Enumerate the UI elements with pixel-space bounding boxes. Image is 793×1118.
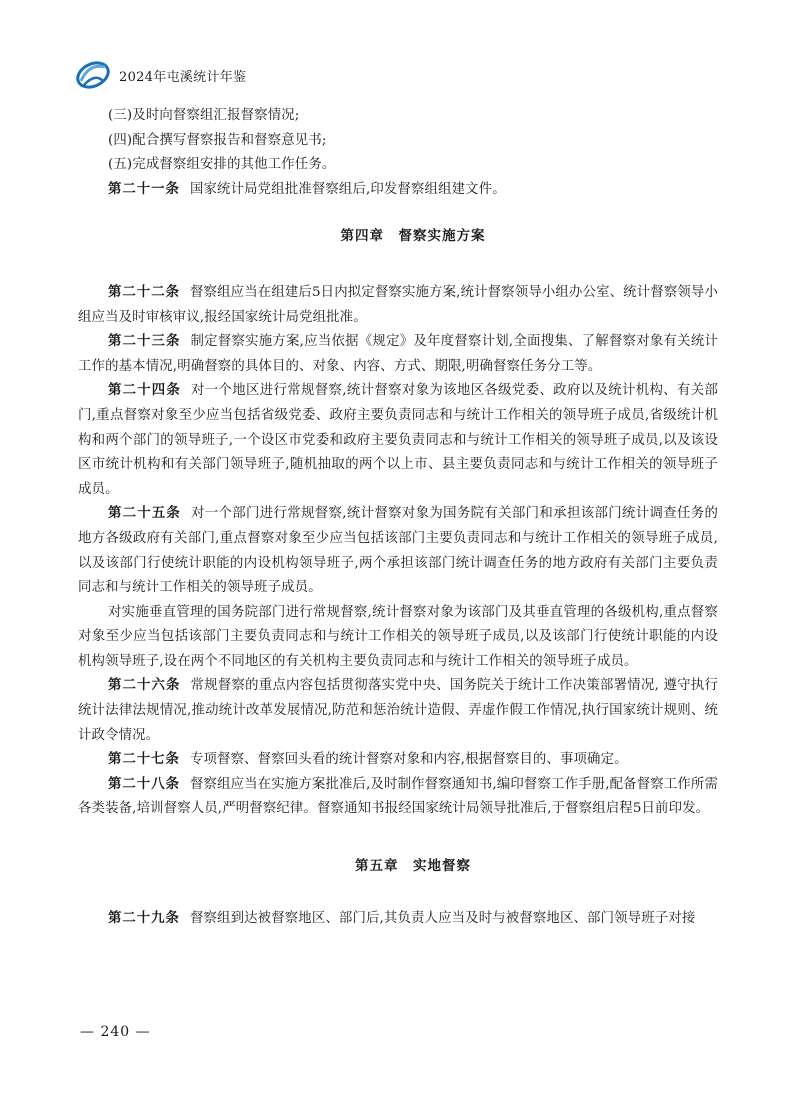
article-27	[78, 748, 718, 773]
article-text: 对实施垂直管理的国务院部门进行常规督察,统计督察对象为该部门及其垂直管理的各级机构,重点督察对象至少应当包括该部门主要负责同志和与统计工作相关的领导班子成员,以及该部门行使统计职能的内设机构领导班子,设在两个不同地区的有关机构主要负责同志和与统计工作相关的领导班子成员。	[78, 604, 718, 669]
page-header	[75, 58, 246, 92]
list-item: (五)完成督察组安排的其他工作任务。	[108, 157, 336, 173]
article-24	[78, 379, 718, 502]
article-26	[78, 674, 718, 748]
chapter-4-articles	[78, 281, 718, 822]
chapter-5-articles	[78, 907, 718, 932]
article-label: 第二十六条	[108, 678, 181, 694]
article-25-paragraph-2	[78, 601, 718, 675]
page-content	[78, 104, 719, 931]
article-text: 常规督察的重点内容包括贯彻落实党中央、国务院关于统计工作决策部署情况, 遵守执行统计法律法规情况,推动统计改革发展情况,防范和惩治统计造假、弄虚作假工作情况,执行国家统计规则、统计政令情况。	[78, 678, 718, 743]
article-label: 第二十一条	[108, 181, 180, 197]
list-item: (三)及时向督察组汇报督察情况;	[108, 108, 300, 123]
article-29	[78, 907, 718, 932]
chapter-4-title: 第四章 督察实施方案	[340, 228, 486, 245]
article-22	[78, 281, 718, 330]
article-text: 督察组到达被督察地区、部门后,其负责人应当及时与被督察地区、部门领导班子对接	[189, 910, 696, 926]
article-label: 第二十二条	[108, 284, 181, 300]
yearbook-logo	[75, 59, 111, 91]
article-text: 对一个地区进行常规督察,统计督察对象为该地区各级党委、政府以及统计机构、有关部门,重点督察对象至少应当包括省级党委、政府主要负责同志和与统计工作相关的领导班子成员,省级统计机构和两个部门的领导班子,一个设区市党委和政府主要负责同志和与统计工作相关的领导班子成员,以及该设区市统计机构和有关部门领导班子,随机抽取的两个以上市、县主要负责同志和与统计工作相关的领导班子成员。	[78, 383, 718, 497]
article-23	[78, 330, 718, 379]
article-label: 第二十五条	[108, 506, 182, 522]
page-number: — 240 —	[80, 1024, 151, 1040]
article-text: 对一个部门进行常规督察,统计督察对象为国务院有关部门和承担该部门统计调查任务的地方各级政府有关部门,重点督察对象至少应当包括该部门主要负责同志和与统计工作相关的领导班子成员,以及该部门行使统计职能的内设机构领导班子,两个承担该部门统计调查任务的地方政府有关部门主要负责同志和与统计工作相关的领导班子成员。	[78, 506, 718, 596]
article-label: 第二十八条	[108, 776, 180, 792]
article-text: 督察组应当在组建后5日内拟定督察实施方案,统计督察领导小组办公室、统计督察领导小组应当及时审核审议,报经国家统计局党组批准。	[78, 284, 719, 325]
article-text: 国家统计局党组批准督察组后,印发督察组组建文件。	[189, 181, 506, 197]
article-label: 第二十三条	[108, 334, 181, 350]
header-title: 2024年屯溪统计年鉴	[119, 69, 247, 85]
article-text: 专项督察、督察回头看的统计督察对象和内容,根据督察目的、事项确定。	[189, 752, 628, 768]
article-label: 第二十四条	[108, 383, 182, 399]
chapter-5-title: 第五章 实地督察	[355, 858, 471, 875]
article-25	[78, 502, 718, 600]
list-items	[108, 104, 718, 178]
article-28	[78, 773, 718, 822]
list-item: (四)配合撰写督察报告和督察意见书;	[108, 132, 327, 148]
article-text: 制定督察实施方案,应当依据《规定》及年度督察计划,全面搜集、了解督察对象有关统计工作的基本情况,明确督察的具体目的、对象、内容、方式、期限,明确督察任务分工等。	[78, 334, 719, 374]
article-label: 第二十七条	[108, 752, 180, 768]
article-label: 第二十九条	[108, 910, 180, 926]
article-21	[108, 178, 718, 203]
article-text: 督察组应当在实施方案批准后,及时制作督察通知书,编印督察工作手册,配备督察工作所需各类装备,培训督察人员,严明督察纪律。督察通知书报经国家统计局领导批准后,于督察组启程5日前印发。	[78, 776, 718, 817]
